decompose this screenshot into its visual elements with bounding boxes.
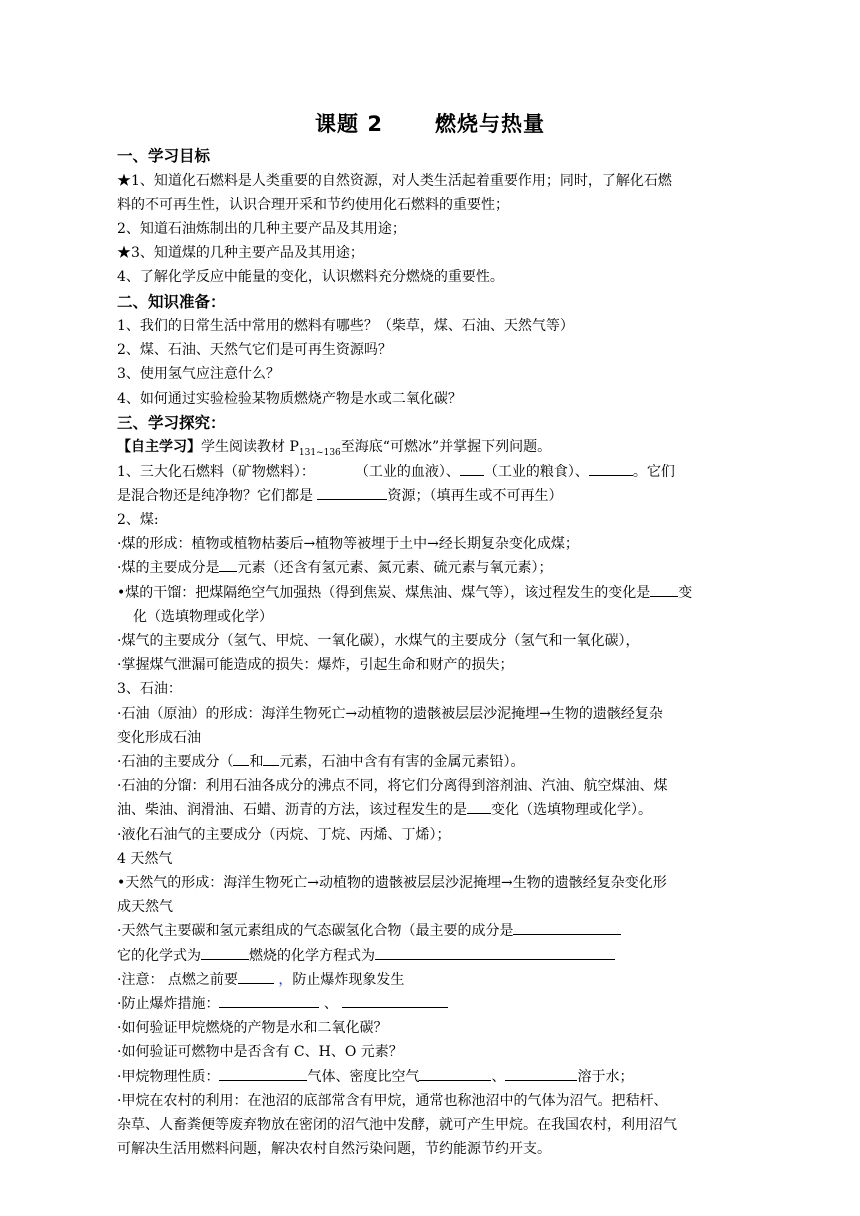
gas-item-cont: 成天然气 [117, 899, 173, 916]
blank[interactable] [219, 992, 319, 1008]
gas-heading: 4 天然气 [117, 850, 173, 867]
objective-line: 4、了解化学反应中能量的变化，认识燃料充分燃烧的重要性。 [117, 269, 504, 286]
text: 变 [678, 584, 693, 601]
oil-item-cont [117, 798, 743, 822]
text: 变化（选填物理或化学）。 [491, 802, 652, 819]
text: ·甲烷物理性质： [117, 1068, 220, 1085]
preparation-line: 1、我们的日常生活中常用的燃料有哪些？（柴草，煤、石油、天然气等） [117, 318, 574, 335]
self-study-label: 【自主学习】 [117, 439, 201, 456]
blank[interactable] [467, 798, 491, 814]
self-study-text: 至海底“可燃冰”并掌握下列问题。 [340, 439, 552, 456]
section-heading-preparation: 二、知识准备： [117, 292, 226, 311]
gas-item [117, 968, 743, 992]
self-study-line [117, 435, 743, 459]
text: 油、柴油、润滑油、石蜡、沥青的方法，该过程发生的是 [117, 802, 467, 819]
self-study-text: 学生阅读教材 P [201, 439, 299, 456]
text: 、 [491, 1068, 506, 1085]
coal-item [117, 556, 743, 580]
text: ·注意： 点燃之前要 [117, 971, 238, 988]
text: 燃烧的化学方程式为 [249, 947, 375, 964]
oil-heading: 3、石油： [117, 681, 182, 698]
coal-heading: 2、煤: [117, 511, 159, 528]
gas-item: ·如何验证可燃物中是否含有 C、H、O 元素？ [117, 1044, 403, 1061]
blue-comma: ， [278, 971, 293, 988]
blank[interactable] [219, 1065, 307, 1081]
oil-item: ·液化石油气的主要成分（丙烷、丁烷、丙烯、丁烯）； [117, 826, 451, 843]
blank[interactable] [233, 750, 249, 766]
blank[interactable] [650, 581, 678, 597]
gas-item-cont [117, 944, 743, 968]
oil-item: ·石油的分馏：利用石油各成分的沸点不同，将它们分离得到溶剂油、汽油、航空煤油、煤 [117, 778, 668, 795]
text: 资源；（填再生或不可再生） [387, 487, 563, 504]
text: 气体、密度比空气 [307, 1068, 420, 1085]
blank[interactable] [419, 1065, 491, 1081]
blank[interactable] [375, 944, 615, 960]
text: ·天然气主要碳和氢元素组成的气态碳氢化合物（最主要的成分是 [117, 923, 514, 940]
blank[interactable] [460, 460, 484, 476]
oil-item-cont: 变化形成石油 [117, 729, 201, 746]
text: 。它们 [632, 463, 675, 480]
text: •煤的干馏：把煤隔绝空气加强热（得到焦炭、煤焦油、煤气等），该过程发生的变化是 [117, 584, 651, 601]
blank[interactable] [342, 992, 448, 1008]
blank[interactable] [505, 1065, 577, 1081]
question-fossil-fuels-cont [117, 484, 743, 508]
question-fossil-fuels [117, 460, 743, 484]
text: 和 [249, 753, 264, 770]
title-topic: 燃烧与热量 [434, 112, 545, 136]
section-heading-inquiry: 三、学习探究： [117, 413, 226, 432]
blank[interactable] [263, 750, 279, 766]
blank[interactable] [315, 461, 355, 476]
gas-item [117, 992, 743, 1016]
title-lesson-number: 课题 2 [315, 112, 383, 136]
coal-item: ·煤的形成：植物或植物枯萎后→植物等被埋于土中→经长期复杂变化成煤； [117, 536, 579, 553]
document-page [117, 110, 743, 1161]
page-title [117, 110, 743, 138]
coal-item [117, 581, 743, 605]
section-heading-objectives: 一、学习目标 [117, 147, 211, 165]
gas-item: ·甲烷在农村的利用：在池沼的底部常含有甲烷，通常也称池沼中的气体为沼气。把秸杆、 [117, 1092, 668, 1109]
preparation-line: 2、煤、石油、天然气它们是可再生资源吗？ [117, 342, 392, 359]
text: ·防止爆炸措施： [117, 996, 220, 1012]
text: ·煤的主要成分是 [117, 560, 220, 577]
gas-item: ·如何验证甲烷燃烧的产物是水和二氧化碳？ [117, 1020, 388, 1037]
text: 溶于水； [577, 1068, 634, 1085]
preparation-line: 4、如何通过实验检验某物质燃烧产物是水或二氧化碳？ [117, 390, 462, 407]
text: ·石油的主要成分（ [117, 753, 234, 770]
text: （工业的血液）、 [354, 463, 460, 480]
objective-line: ★1、知道化石燃料是人类重要的自然资源，对人类生活起着重要作用；同时，了解化石燃 [117, 172, 672, 189]
gas-item: •天然气的形成：海洋生物死亡→动植物的遗骸被层层沙泥掩埋→生物的遗骸经复杂变化形 [117, 874, 667, 891]
oil-item [117, 750, 743, 774]
text: 、 [323, 996, 338, 1012]
gas-item-cont: 可解决生活用燃料问题，解决农村自然污染问题，节约能源节约开支。 [117, 1141, 551, 1158]
blank[interactable] [589, 460, 633, 476]
blank[interactable] [201, 944, 249, 960]
blank[interactable] [513, 919, 621, 935]
preparation-line: 3、使用氢气应注意什么？ [117, 366, 280, 383]
text: 防止爆炸现象发生 [292, 971, 405, 988]
gas-item-cont: 杂草、人畜粪便等废弃物放在密闭的沼气池中发酵，就可产生甲烷。在我国农村，利用沼气 [117, 1117, 677, 1134]
text: 元素（还含有氢元素、氮元素、硫元素与氧元素）； [237, 560, 553, 577]
page-range-subscript: 131~136 [298, 448, 341, 459]
objective-line: ★3、知道煤的几种主要产品及其用途； [117, 245, 364, 262]
text: 它的化学式为 [117, 947, 201, 964]
objective-line: 料的不可再生性，认识合理开采和节约使用化石燃料的重要性； [117, 196, 509, 213]
gas-item [117, 1065, 743, 1089]
blank[interactable] [219, 556, 237, 572]
blank[interactable] [238, 968, 274, 984]
text: 1、三大化石燃料（矿物燃料）： [117, 463, 315, 480]
text: 元素，石油中含有有害的金属元素铅）。 [279, 753, 525, 770]
coal-item-cont: 化（选填物理或化学） [133, 608, 273, 625]
oil-item: ·石油（原油）的形成：海洋生物死亡→动植物的遗骸被层层沙泥掩埋→生物的遗骸经复杂 [117, 705, 663, 722]
blank[interactable] [317, 484, 387, 500]
gas-item [117, 919, 743, 943]
text: （工业的粮食）、 [483, 463, 589, 480]
text: 是混合物还是纯净物？它们都是 [117, 487, 313, 504]
coal-item: ·掌握煤气泄漏可能造成的损失：爆炸，引起生命和财产的损失； [117, 657, 514, 674]
objective-line: 2、知道石油炼制出的几种主要产品及其用途； [117, 220, 406, 237]
coal-item: ·煤气的主要成分（氢气、甲烷、一氧化碳），水煤气的主要成分（氢气和一氧化碳）， [117, 632, 640, 649]
